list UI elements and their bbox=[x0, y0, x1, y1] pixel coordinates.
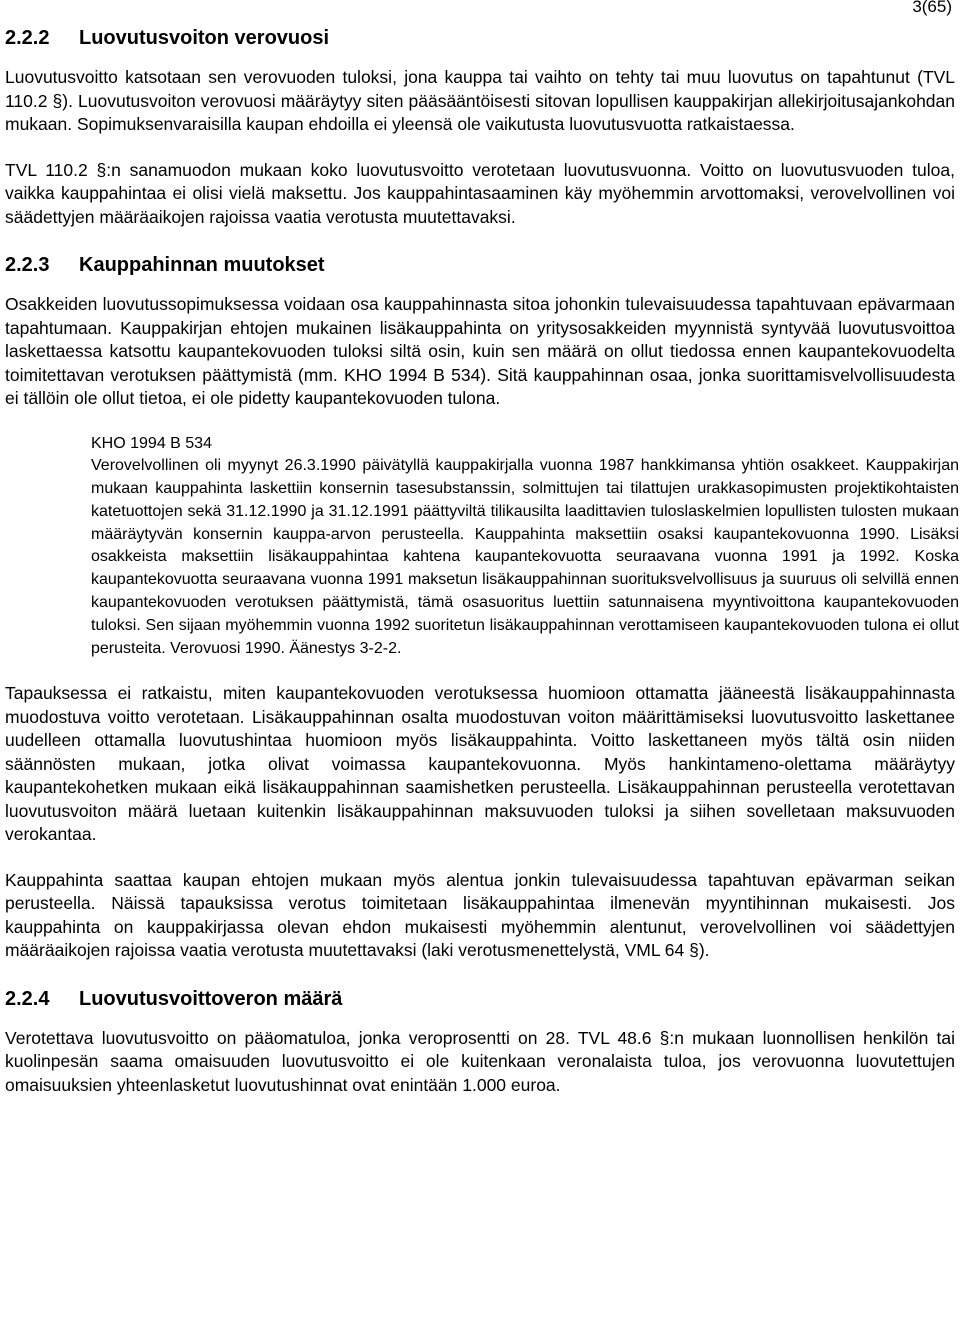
section-heading-2-2-2 bbox=[5, 24, 955, 52]
section-number: 2.2.3 bbox=[5, 254, 50, 276]
case-title: KHO 1994 B 534 bbox=[91, 434, 212, 452]
document-body bbox=[5, 24, 959, 1097]
section-heading-2-2-3 bbox=[5, 251, 955, 279]
case-summary: Verovelvollinen oli myynyt 26.3.1990 päivätyllä kauppakirjalla vuonna 1987 hankkimansa yhtiön osakkeet. Kauppakirjan mukaan kauppahinta laskettiin konsernin tasesubstanssin, solmittujen tai tilattujen urakkasopimusten projektikohtaisten katetuottojen sekä 31.12.1990 ja 31.12.1991 päättyviltä tilikausilta laadittavien tuloslaskelmien lopullisten tulosten mukaan määräytyvän konsernin kauppa-arvon perusteella. Kauppahinta maksettiin osaksi kaupantekovuonna 1990. Lisäksi osakkeista maksettiin lisäkauppahintaa kahtena kaupantekovuotta seuraavana vuonna 1991 ja 1992. Koska kaupantekovuotta seuraavana vuonna 1991 maksetun lisäkauppahinnan suorituksvelvollisuus ja suuruus oli selvillä ennen kaupantekovuoden verotuksen päättymistä, tämä osasuoritus luettiin satunnaisena myyntivoittona kaupantekovuoden tuloksi. Sen sijaan myöhemmin vuonna 1992 suoritetun lisäkauppahinnan verottamiseen kaupantekovuoden tulona ei ollut perusteita. Verovuosi 1990. Äänestys 3-2-2. bbox=[91, 457, 959, 657]
paragraph: Kauppahinta saattaa kaupan ehtojen mukaan myös alentua jonkin tulevaisuudessa tapahtuvan epävarman seikan perusteella. Näissä tapauksissa verotus toimitetaan lisäkauppahintaa ilmenevän myyntihinnan mukaisesti. Jos kauppahinta on kauppakirjassa olevan ehdon mukaisesti myöhemmin alentunut, verovelvollinen voi säädettyjen määräaikojen rajoissa vaatia verotusta muutettavaksi (laki verotusmenettelystä, VML 64 §). bbox=[5, 869, 955, 961]
case-reference-block bbox=[91, 433, 959, 661]
page-number: 3(65) bbox=[912, 0, 952, 16]
paragraph: Verotettava luovutusvoitto on pääomatuloa, jonka veroprosentti on 28. TVL 48.6 §:n mukaan luonnollisen henkilön tai kuolinpesän saama omaisuuden luovutusvoitto ei ole kuitenkaan veronalaista tuloa, jos verovuonna luovutettujen omaisuuksien yhteenlasketut luovutushinnat ovat enintään 1.000 euroa. bbox=[5, 1027, 955, 1095]
section-number: 2.2.4 bbox=[5, 987, 50, 1010]
paragraph: Osakkeiden luovutussopimuksessa voidaan osa kauppahinnasta sitoa johonkin tulevaisuudessa tapahtuvaan epävarmaan tapahtumaan. Kauppakirjan ehtojen mukainen lisäkauppahinta on yritysosakkeiden myynnistä syntyvää luovutusvoittoa laskettaessa katsottu kaupantekovuoden tuloksi siltä osin, kuin sen määrä on ollut tiedossa ennen kaupantekovuodelta toimitettavan verotuksen päättymistä (mm. KHO 1994 B 534). Sitä kauppahinnan osaa, jonka suorittamisvelvollisuudesta ei tällöin ole ollut tietoa, ei ole pidetty kaupantekovuoden tulona. bbox=[5, 294, 955, 408]
section-title: Kauppahinnan muutokset bbox=[79, 254, 325, 276]
section-heading-2-2-4 bbox=[5, 985, 955, 1013]
paragraph: Tapauksessa ei ratkaistu, miten kaupantekovuoden verotuksessa huomioon ottamatta jääneestä lisäkauppahinnasta muodostuva voitto verotetaan. Lisäkauppahinnan osalta muodostuvan voiton määrittämiseksi luovutusvoitto laskettanee uudelleen ottamalla luovutushintaa huomioon myös lisäkauppahinta. Voitto laskettaneen myös tältä osin niiden säännösten mukaan, jotka olivat voimassa kaupantekovuonna. Myös hankintameno-olettama määräytyy kaupantekohetken mukaan eikä lisäkauppahinnan saamishetken perusteella. Lisäkauppahinnan perusteella verotettavan luovutusvoiton määrä luetaan kuitenkin lisäkauppahinnan maksuvuoden tuloksi ja siihen sovelletaan maksuvuoden verokantaa. bbox=[5, 683, 955, 845]
section-title: Luovutusvoiton verovuosi bbox=[79, 27, 330, 49]
section-number: 2.2.2 bbox=[5, 27, 50, 49]
paragraph: TVL 110.2 §:n sanamuodon mukaan koko luovutusvoitto verotetaan luovutusvuonna. Voitto on luovutusvuoden tuloa, vaikka kauppahintaa ei olisi vielä maksettu. Jos kauppahintasaaminen käy myöhemmin arvottomaksi, verovelvollinen voi säädettyjen määräaikojen rajoissa vaatia verotusta muutettavaksi. bbox=[5, 159, 955, 227]
paragraph: Luovutusvoitto katsotaan sen verovuoden tuloksi, jona kauppa tai vaihto on tehty tai muu luovutus on tapahtunut (TVL 110.2 §). Luovutusvoiton verovuosi määräytyy siten pääsääntöisesti sitovan lopullisen kauppakirjan allekirjoitusajankohdan mukaan. Sopimuksenvaraisilla kaupan ehdoilla ei yleensä ole vaikutusta luovutusvuotta ratkaistaessa. bbox=[5, 67, 955, 134]
section-title: Luovutusvoittoveron määrä bbox=[79, 987, 343, 1010]
